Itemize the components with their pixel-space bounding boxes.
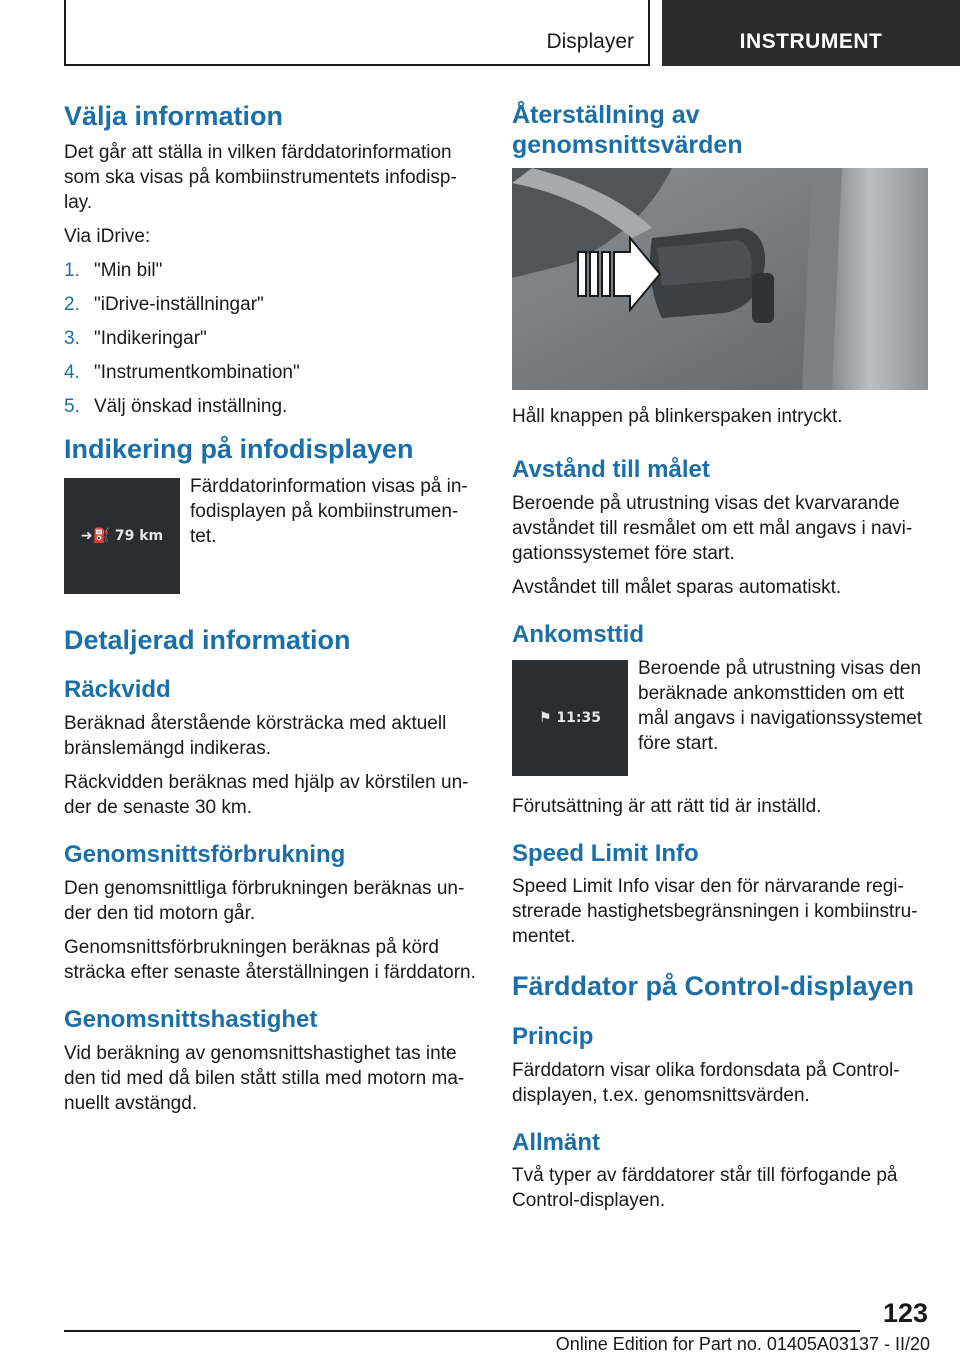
paragraph-average-speed: Vid beräkning av genomsnittshastighet tas inte den tid med då bilen stått stilla med motorn ma-nuellt avstängd.: [64, 1042, 465, 1114]
heading-range: Räckvidd: [64, 676, 171, 704]
step-list: [64, 258, 476, 419]
infodisplay-figure-row: [64, 474, 476, 594]
paragraph-range-1: Beräknad återstående körsträcka med aktuell bränslemängd indikeras.: [64, 712, 447, 759]
header-section: [64, 0, 650, 66]
paragraph-speed-limit-info: Speed Limit Info visar den för närvarande regi-strerade hastighetsbegränsningen i kombiinstru-mentet.: [512, 876, 918, 948]
range-display-figure: [64, 478, 180, 594]
paragraph-principle: Färddatorn visar olika fordonsdata på Control-displayen, t.ex. genomsnittsvärden.: [512, 1059, 900, 1106]
right-column: [512, 100, 928, 1222]
step-item: 1. "Min bil": [64, 260, 163, 282]
paragraph-general: Två typer av färddatorer står till förfogande på Control-displayen.: [512, 1165, 898, 1212]
left-column: [64, 100, 476, 1125]
footer-divider: [64, 1330, 860, 1332]
arrival-time-value: 11:35: [556, 709, 601, 726]
heading-speed-limit-info: Speed Limit Info: [512, 839, 699, 867]
step-item: 3. "Indikeringar": [64, 328, 207, 350]
heading-infodisplay: Indikering på infodisplayen: [64, 434, 414, 465]
paragraph-infodisplay: Färddatorinformation visas på in-fodisplayen på kombiinstrumen-tet.: [190, 475, 468, 547]
step-item: 5. Välj önskad inställning.: [64, 396, 288, 418]
heading-average-speed: Genomsnittshastighet: [64, 1005, 318, 1033]
paragraph-consumption-1: Den genomsnittliga förbrukningen beräknas un-der den tid motorn går.: [64, 877, 465, 924]
chapter-title: INSTRUMENT: [739, 30, 883, 53]
edition-footer: Online Edition for Part no. 01405A03137 - II/20: [555, 1334, 930, 1354]
heading-control-display-trip-computer: Färddator på Control-displayen: [512, 971, 915, 1002]
turn-signal-lever-photo: [512, 168, 928, 390]
page-number: 123: [882, 1298, 928, 1328]
heading-reset-averages: Återställning av genomsnittsvärden: [512, 101, 743, 159]
heading-average-consumption: Genomsnittsförbrukning: [64, 840, 346, 868]
paragraph-via-idrive: Via iDrive:: [64, 226, 151, 248]
heading-general: Allmänt: [512, 1128, 601, 1156]
caption-reset-averages: Håll knappen på blinkerspaken intryckt.: [512, 406, 843, 427]
paragraph-prerequisite: Förutsättning är att rätt tid är inställd.: [512, 795, 822, 817]
range-display-value: 79 km: [114, 527, 164, 544]
destination-flag-icon: ⚑: [538, 709, 552, 726]
arrival-figure-row: [512, 656, 928, 776]
page-header: [64, 0, 960, 66]
paragraph-distance-1: Beroende på utrustning visas det kvarvarande avståndet till resmålet om ett mål angavs i navi-gationssystemet före start.: [512, 492, 913, 564]
section-title: Displayer: [546, 30, 634, 53]
step-item: 2. "iDrive-inställningar": [64, 294, 264, 316]
paragraph-arrival-time: Beroende på utrustning visas den beräknade ankomsttiden om ett mål angavs i navigationssystemet före start.: [638, 657, 923, 754]
fuel-pump-icon: ➜⛽: [80, 527, 111, 544]
heading-select-information: Välja information: [64, 101, 284, 131]
paragraph-consumption-2: Genomsnittsförbrukningen beräknas på körd sträcka efter senaste återställningen i färddatorn.: [64, 936, 476, 983]
header-chapter-tab: [662, 0, 960, 66]
paragraph-distance-2: Avståndet till målet sparas automatiskt.: [512, 576, 842, 598]
heading-detailed-information: Detaljerad information: [64, 624, 351, 655]
heading-distance-to-destination: Avstånd till målet: [512, 456, 710, 483]
heading-principle: Princip: [512, 1022, 594, 1050]
paragraph-select-information: Det går att ställa in vilken färddatorinformation som ska visas på kombiinstrumentets infodisp-lay.: [64, 142, 457, 214]
arrival-time-figure: [512, 660, 628, 776]
heading-arrival-time: Ankomsttid: [512, 620, 644, 648]
paragraph-range-2: Räckvidden beräknas med hjälp av körstilen un-der de senaste 30 km.: [64, 771, 469, 818]
step-item: 4. "Instrumentkombination": [64, 362, 300, 384]
